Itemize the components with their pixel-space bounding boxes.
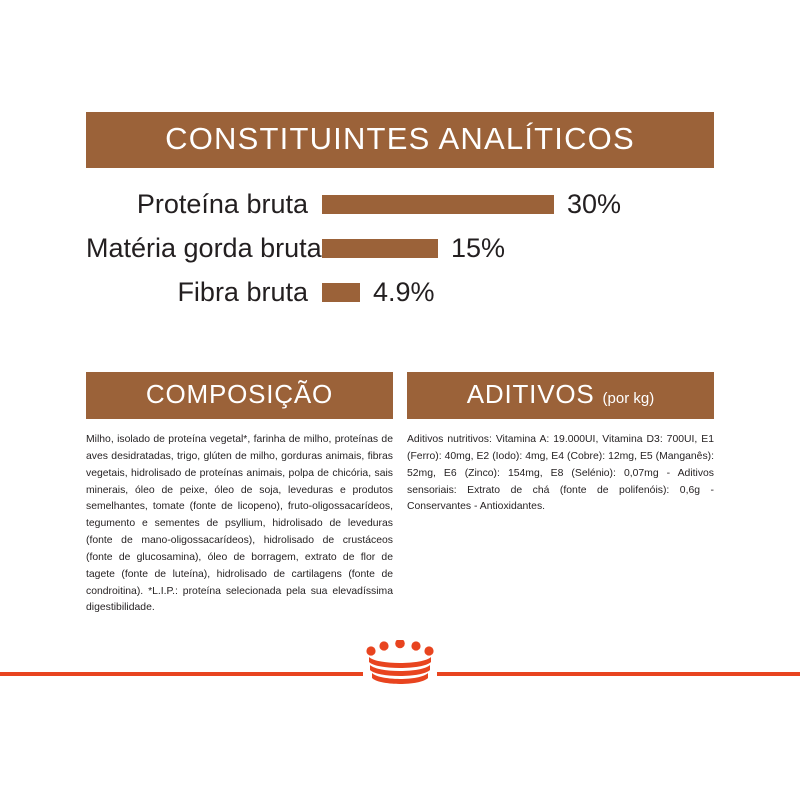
table-row <box>86 270 714 314</box>
brand-crown-wrapper <box>0 640 800 696</box>
crown-icon <box>363 640 437 692</box>
nutrient-bar <box>322 239 438 258</box>
nutrient-rows <box>86 182 714 314</box>
composition-text: Milho, isolado de proteína vegetal*, farinha de milho, proteínas de aves desidratadas, trigo, glúten de milho, gorduras animais, fibras vegetais, hidrolisado de proteínas animais, polpa de chicória, sais minerais, óleo de peixe, óleo de soja, leveduras e produtos semelhantes, tomate (fonte de licopeno), fruto-oligossacarídeos, tegumento e sementes de psyllium, hidrolisado de leveduras (fonte de mano-oligossacarídeos), hidrolisado de crustáceos (fonte de glucosamina), óleo de borragem, extrato de flor de tagete (fonte de luteína), hidrolisado de cartilagens (fonte de condroitina). *L.I.P.: proteína selecionada pela sua elevadíssima digestibilidade. <box>86 434 393 614</box>
additives-text: Aditivos nutritivos: Vitamina A: 19.000UI, Vitamina D3: 700UI, E1 (Ferro): 40mg, E2 (Iodo): 4mg, E4 (Cobre): 12mg, E5 (Manganês): 52mg, E6 (Zinco): 154mg, E8 (Selénio): 0,07mg - Aditivos sensoriais: Extrato de chá (fonte de polifenóis): 0,6g - Conservantes - Antioxidantes. <box>407 434 714 513</box>
analytical-constituents-title: CONSTITUINTES ANALÍTICOS <box>86 112 714 168</box>
ingredient-panels <box>86 372 714 617</box>
nutrient-label: Fibra bruta <box>177 276 308 307</box>
additives-title-main: ADITIVOS <box>466 379 595 409</box>
nutrient-label: Proteína bruta <box>136 188 308 219</box>
table-row <box>86 226 714 270</box>
composition-panel <box>86 372 393 617</box>
nutrient-value: 4.9% <box>373 276 435 307</box>
nutrient-bar <box>322 195 554 214</box>
nutrient-label: Matéria gorda bruta <box>86 232 322 263</box>
additives-title-suffix: (por kg) <box>602 390 655 407</box>
additives-title <box>407 372 714 419</box>
composition-title: COMPOSIÇÃO <box>86 372 393 419</box>
nutrient-value: 15% <box>451 232 506 263</box>
nutrient-bar <box>322 283 360 302</box>
nutrient-value: 30% <box>567 188 622 219</box>
analytical-constituents-section <box>86 112 714 314</box>
table-row <box>86 182 714 226</box>
additives-panel <box>407 372 714 617</box>
